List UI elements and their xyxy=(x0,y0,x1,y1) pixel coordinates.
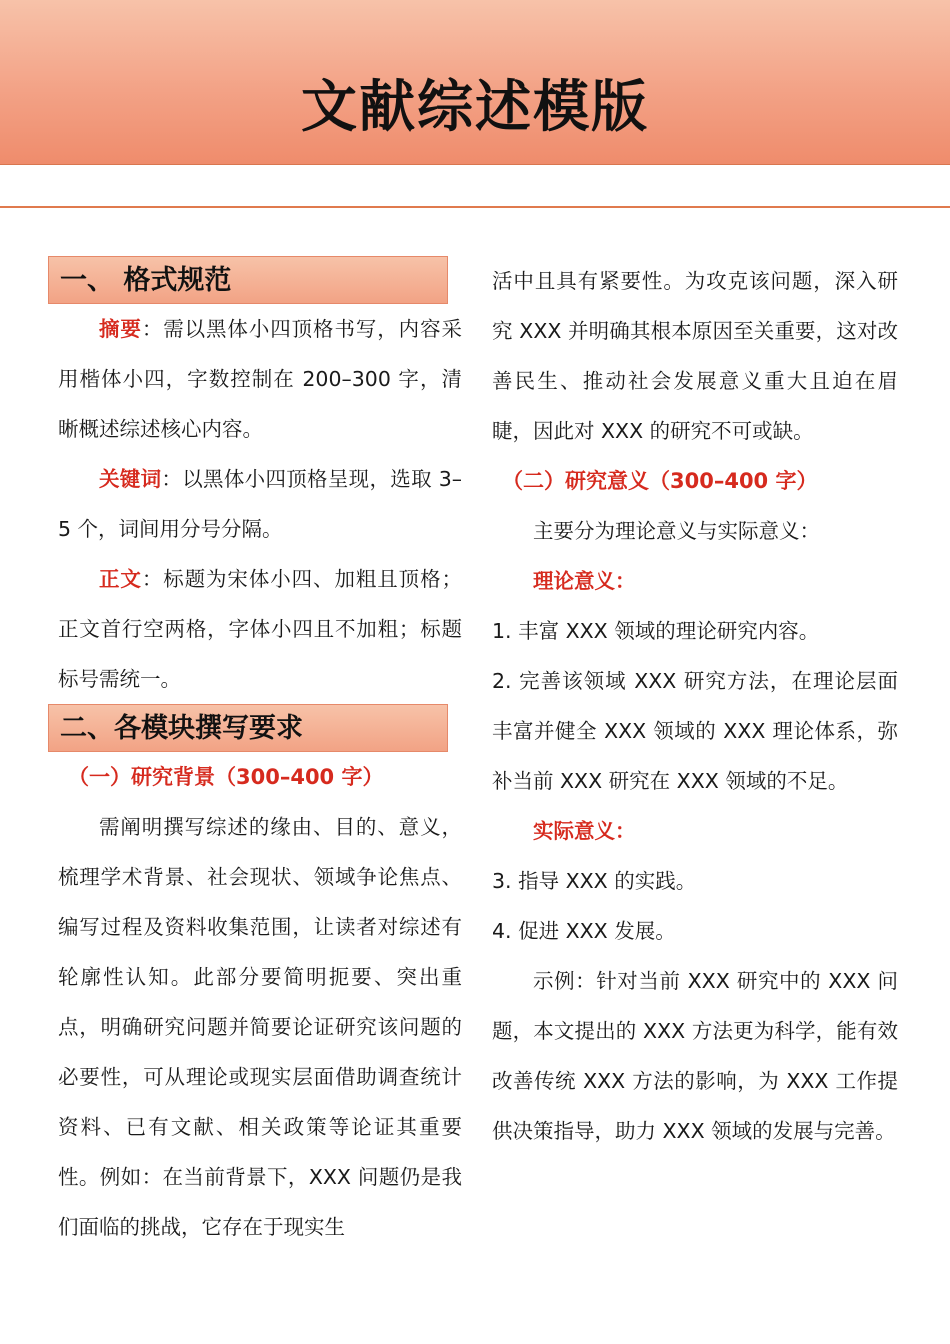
section-heading-modules: 二、各模块撰写要求 xyxy=(48,704,448,752)
theory-item: 2. 完善该领域 XXX 研究方法，在理论层面丰富并健全 XXX 领域的 XXX 理论体系，弥补当前 XXX 研究在 XXX 领域的不足。 xyxy=(492,669,898,793)
right-column xyxy=(492,256,898,1156)
abstract-text: ：需以黑体小四顶格书写，内容采用楷体小四，字数控制在 200–300 字，清晰概述综述核心内容。 xyxy=(58,317,462,441)
divider-line xyxy=(0,206,950,208)
abstract-paragraph xyxy=(58,304,462,454)
keywords-text: ：以黑体小四顶格呈现，选取 3–5 个，词间用分号分隔。 xyxy=(58,467,463,541)
practice-label: 实际意义： xyxy=(533,819,636,843)
left-column xyxy=(58,256,462,1252)
practice-item: 4. 促进 XXX 发展。 xyxy=(492,919,676,943)
header-banner xyxy=(0,0,950,165)
subheading-background: （一）研究背景（300–400 字） xyxy=(68,765,384,789)
keywords-paragraph xyxy=(58,454,462,554)
keywords-label: 关键词 xyxy=(99,467,162,491)
theory-label: 理论意义： xyxy=(533,569,636,593)
example-paragraph: 示例：针对当前 XXX 研究中的 XXX 问题，本文提出的 XXX 方法更为科学，能有效改善传统 XXX 方法的影响，为 XXX 工作提供决策指导，助力 XXX 领域的发展与完善。 xyxy=(492,969,898,1143)
body-paragraph xyxy=(58,554,462,704)
background-paragraph: 需阐明撰写综述的缘由、目的、意义，梳理学术背景、社会现状、领域争论焦点、编写过程及资料收集范围，让读者对综述有轮廓性认知。此部分要简明扼要、突出重点，明确研究问题并简要论证研究该问题的必要性，可从理论或现实层面借助调查统计资料、已有文献、相关政策等论证其重要性。例如：在当前背景下，XXX 问题仍是我们面临的挑战，它存在于现实生 xyxy=(58,815,462,1239)
subheading-significance: （二）研究意义（300–400 字） xyxy=(502,469,818,493)
body-text: ：标题为宋体小四、加粗且顶格；正文首行空两格，字体小四且不加粗；标题标号需统一。 xyxy=(58,567,462,691)
background-continued-paragraph: 活中且具有紧要性。为攻克该问题，深入研究 XXX 并明确其根本原因至关重要，这对改善民生、推动社会发展意义重大且迫在眉睫，因此对 XXX 的研究不可或缺。 xyxy=(492,269,898,443)
theory-item: 1. 丰富 XXX 领域的理论研究内容。 xyxy=(492,619,820,643)
significance-intro: 主要分为理论意义与实际意义： xyxy=(533,519,820,543)
page-title: 文献综述模版 xyxy=(301,75,649,140)
body-label: 正文 xyxy=(99,567,142,591)
abstract-label: 摘要 xyxy=(99,317,142,341)
section-heading-format: 一、 格式规范 xyxy=(48,256,448,304)
practice-item: 3. 指导 XXX 的实践。 xyxy=(492,869,697,893)
